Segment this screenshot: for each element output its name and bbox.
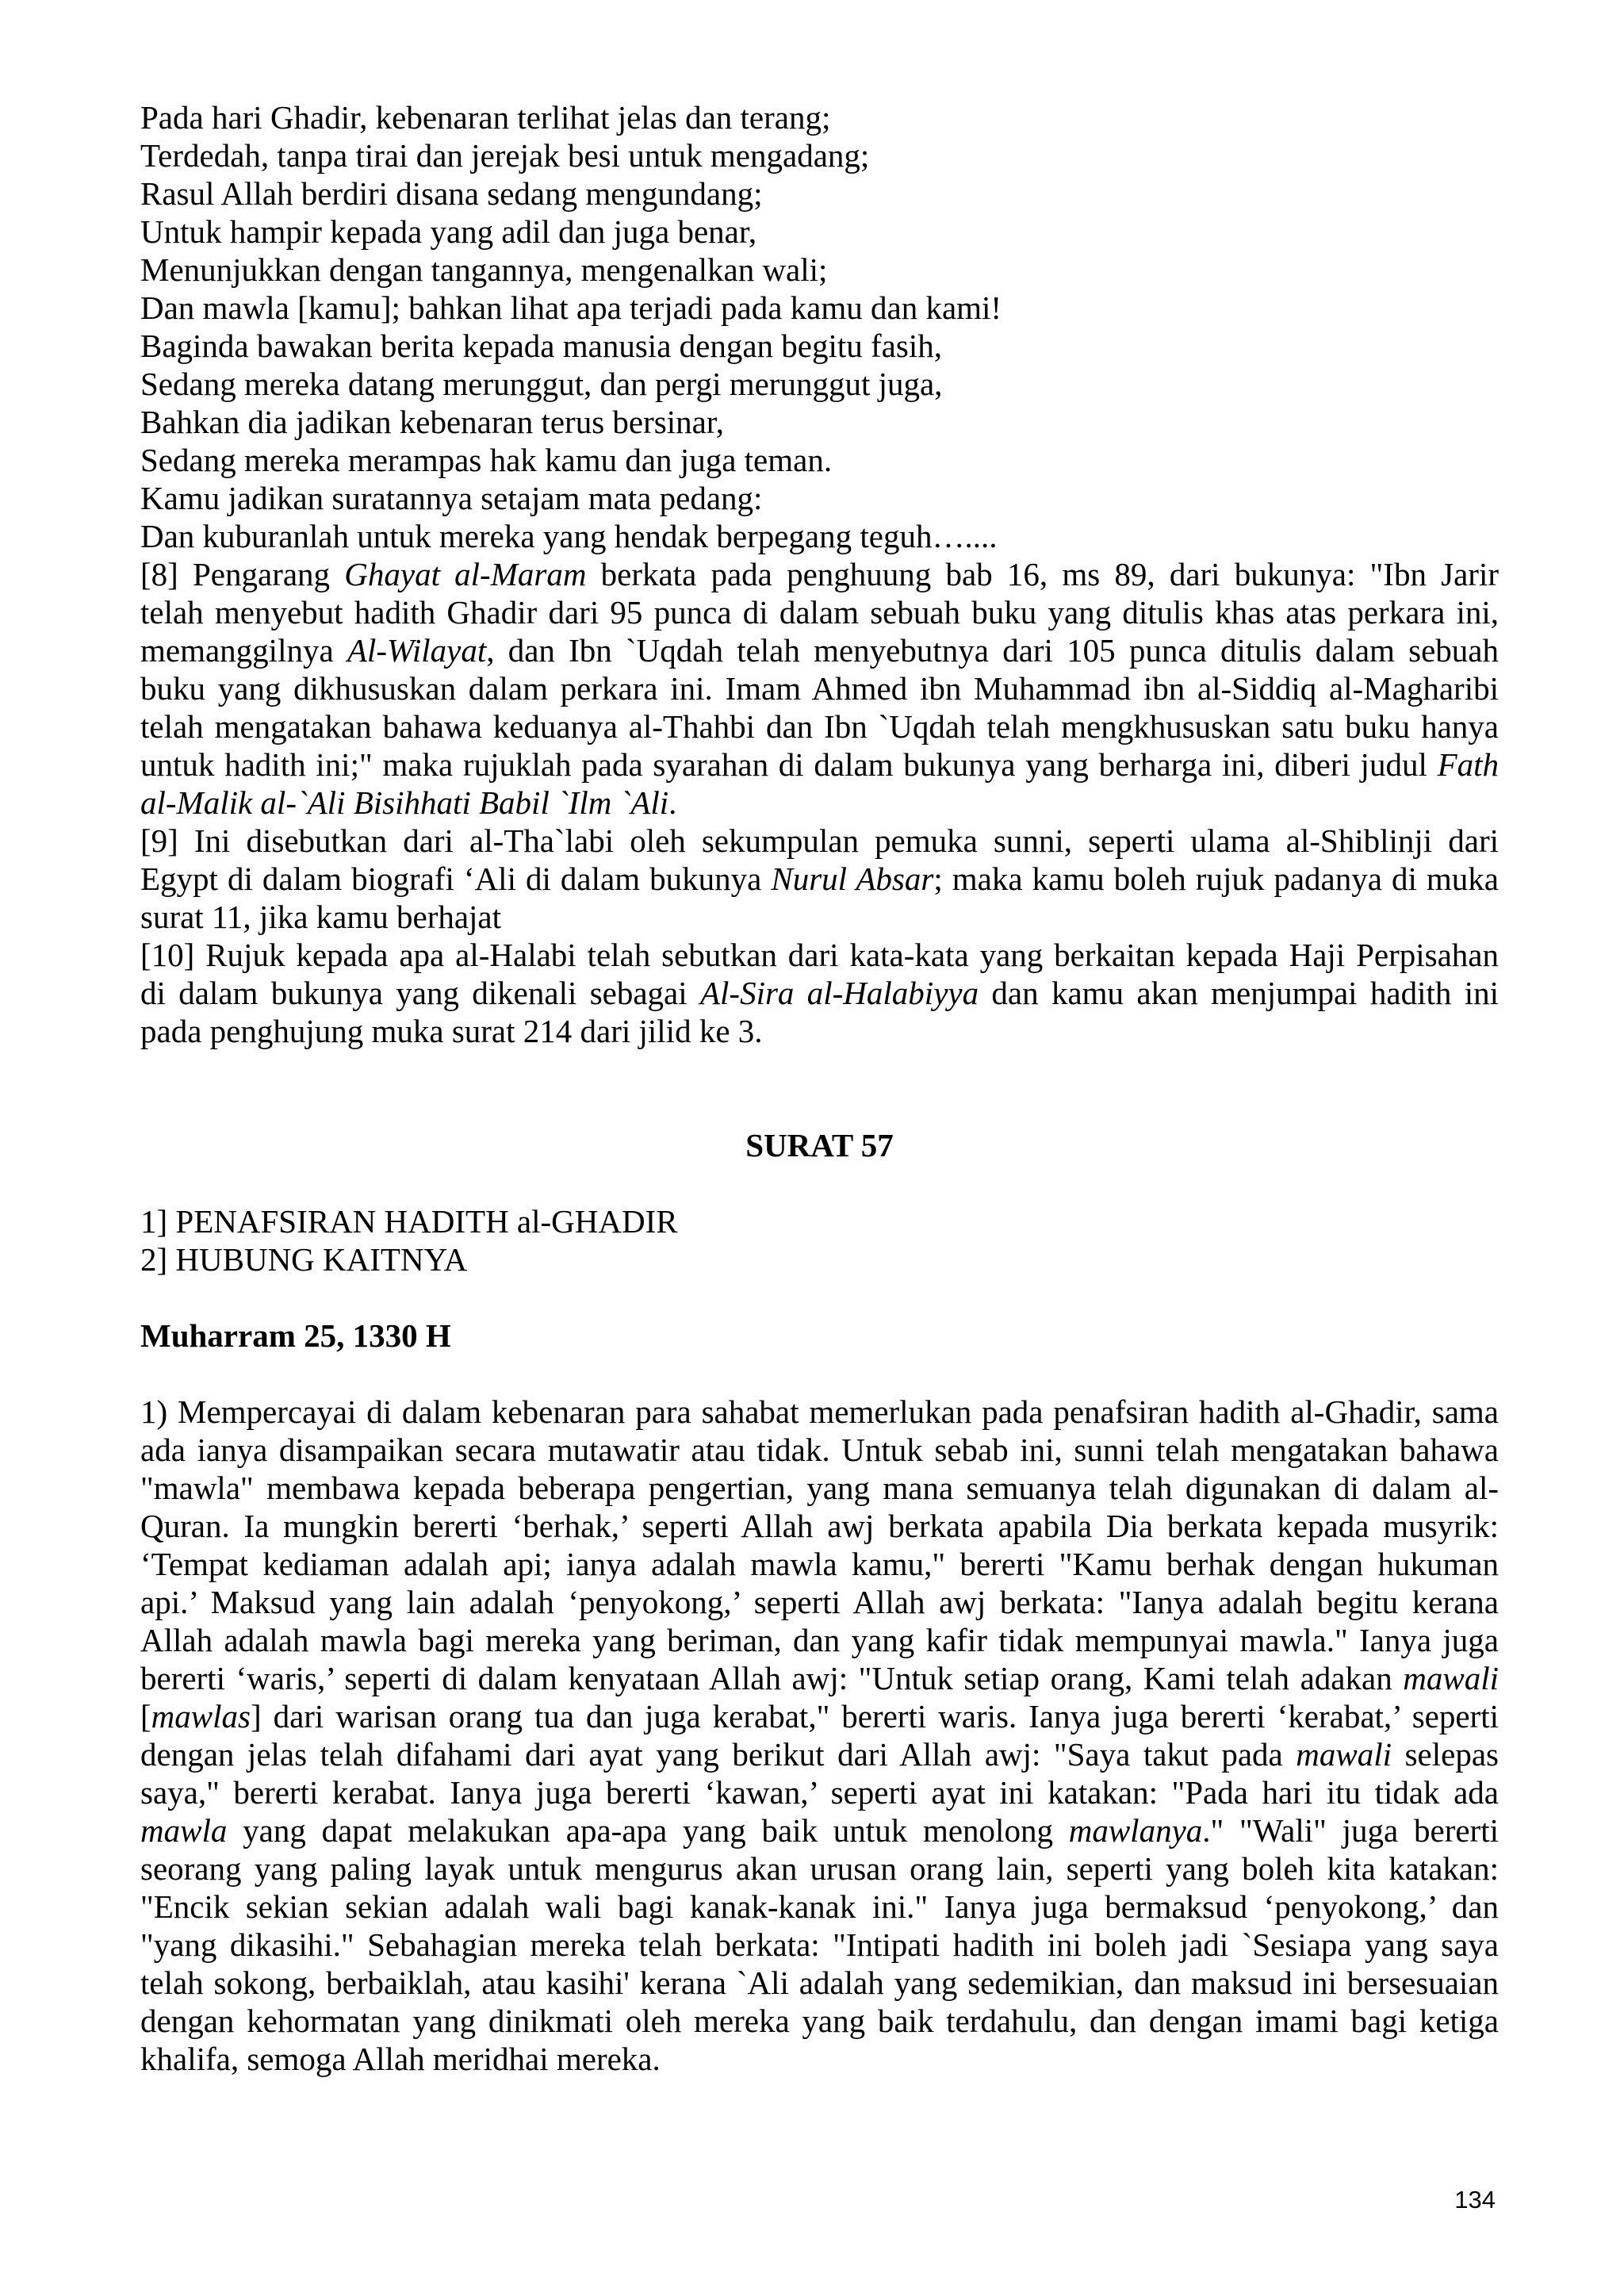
text-run: selepas (1392, 1736, 1499, 1773)
footnote-line (140, 631, 1499, 669)
text-run: telah menyebut hadith Ghadir dari 95 punca di dalam sebuah buku yang ditulis khas atas perkara ini, (140, 594, 1499, 631)
paragraph-line (140, 1431, 1499, 1469)
text-run: "mawla" membawa kepada beberapa pengertian, yang mana semuanya telah digunakan di dalam al- (140, 1470, 1499, 1506)
italic-text: mawali (1296, 1736, 1392, 1773)
text-run: Egypt di dalam biografi ‘Ali di dalam bukunya (140, 861, 772, 897)
text-run: dan kamu akan menjumpai hadith ini (979, 975, 1499, 1011)
verse-line: Rasul Allah berdiri disana sedang mengundang; (140, 175, 763, 212)
verse-line: Kamu jadikan suratannya setajam mata pedang: (140, 480, 763, 516)
topic-list (140, 1202, 1499, 1278)
text-run: ] dari warisan orang tua dan juga kerabat," bererti waris. Ianya juga bererti ‘kerabat,’ seperti (250, 1698, 1499, 1734)
text-run: [ (140, 1698, 151, 1734)
text-run: telah sokong, berbaiklah, atau kasihi' kerana `Ali adalah yang sedemikian, dan maksud ini bersesuaian (140, 1964, 1499, 2001)
footnote-line (140, 1012, 1499, 1050)
paragraph-line (140, 2040, 1499, 2078)
footnote-line (140, 669, 1499, 707)
paragraph-line (140, 2002, 1499, 2040)
footnote-10 (140, 936, 1499, 1050)
text-run: "Encik sekian sekian adalah wali bagi kanak-kanak ini." Ianya juga bermaksud ‘penyokong,’ dan (140, 1888, 1499, 1925)
footnote-line (140, 936, 1499, 974)
text-run: ‘Tempat kediaman adalah api; ianya adalah mawla kamu," bererti "Kamu berhak dengan hukuman (140, 1546, 1499, 1582)
paragraph-line (140, 1621, 1499, 1659)
paragraph-line (140, 1583, 1499, 1621)
text-run: di dalam bukunya yang dikenali sebagai (140, 975, 700, 1011)
topic-item: 2] HUBUNG KAITNYA (140, 1241, 468, 1278)
footnote-line (140, 860, 1499, 898)
paragraph-line (140, 1964, 1499, 2002)
paragraph-line (140, 1735, 1499, 1773)
paragraph-line (140, 1926, 1499, 1964)
text-run: ." "Wali" juga bererti (1202, 1812, 1499, 1849)
text-run: Quran. Ia mungkin bererti ‘berhak,’ seperti Allah awj berkata apabila Dia berkata kepada musyrik: (140, 1508, 1499, 1544)
italic-text: Fath (1437, 746, 1499, 783)
italic-text: Nurul Absar (771, 861, 934, 897)
text-run: ; maka kamu boleh rujuk padanya di muka (933, 861, 1499, 897)
text-run: "yang dikasihi." Sebahagian mereka telah berkata: "Intipati hadith ini boleh jadi `Sesiapa yang saya (140, 1926, 1499, 1963)
italic-text: mawla (140, 1812, 228, 1849)
page-text-column (140, 98, 1499, 2078)
text-run: 1) Mempercayai di dalam kebenaran para sahabat memerlukan pada penafsiran hadith al-Ghadir, sama (140, 1393, 1499, 1430)
text-run: bererti ‘waris,’ seperti di dalam kenyataan Allah awj: "Untuk setiap orang, Kami telah adakan (140, 1660, 1404, 1696)
italic-text: Ghayat al-Maram (344, 556, 587, 592)
verse-line: Pada hari Ghadir, kebenaran terlihat jelas dan terang; (140, 99, 831, 136)
text-run: seorang yang paling layak untuk mengurus akan urusan orang lain, seperti yang boleh kita katakan: (140, 1850, 1499, 1887)
footnote-line (140, 822, 1499, 860)
paragraph-line (140, 1659, 1499, 1697)
text-run: ada ianya disampaikan secara mutawatir atau tidak. Untuk sebab ini, sunni telah mengatakan bahawa (140, 1432, 1499, 1468)
verse-line: Baginda bawakan berita kepada manusia dengan begitu fasih, (140, 328, 942, 364)
italic-text: al-Malik al-`Ali Bisihhati Babil `Ilm `Ali (140, 784, 669, 821)
verse-line: Dan kuburanlah untuk mereka yang hendak berpegang teguh….... (140, 518, 998, 554)
paragraph-line (140, 1469, 1499, 1507)
verse-line: Menunjukkan dengan tangannya, mengenalkan wali; (140, 251, 828, 288)
italic-text: mawali (1403, 1660, 1499, 1696)
page-number: 134 (1454, 2186, 1496, 2214)
footnote-line (140, 746, 1499, 784)
text-run: Allah adalah mawla bagi mereka yang beriman, dan yang kafir tidak mempunyai mawla." Ianya juga (140, 1622, 1499, 1658)
text-run: api.’ Maksud yang lain adalah ‘penyokong,’ seperti Allah awj berkata: "Ianya adalah begitu kerana (140, 1584, 1499, 1620)
text-run: memanggilnya (140, 632, 347, 669)
footnote-line (140, 707, 1499, 746)
poem-verse (140, 98, 1499, 555)
footnote-8 (140, 555, 1499, 822)
text-run: dengan jelas telah difahami dari ayat yang berikut dari Allah awj: "Saya takut pada (140, 1736, 1297, 1773)
footnote-9 (140, 822, 1499, 936)
text-run: yang dapat melakukan apa-apa yang baik untuk menolong (227, 1812, 1069, 1849)
text-run: dengan kehormatan yang dinikmati oleh mereka yang baik terdahulu, dan dengan imami bagi ketiga (140, 2003, 1499, 2039)
footnote-line (140, 898, 1499, 936)
verse-line: Sedang mereka datang merunggut, dan pergi merunggut juga, (140, 366, 943, 402)
italic-text: mawlas (151, 1698, 251, 1734)
paragraph-line (140, 1849, 1499, 1888)
text-run: untuk hadith ini;" maka rujuklah pada syarahan di dalam bukunya yang berharga ini, diberi judul (140, 746, 1438, 783)
body-paragraph (140, 1393, 1499, 2078)
verse-line: Untuk hampir kepada yang adil dan juga benar, (140, 213, 757, 250)
text-run: [10] Rujuk kepada apa al-Halabi telah sebutkan dari kata-kata yang berkaitan kepada Haji Perpisahan (140, 937, 1499, 973)
verse-line: Terdedah, tanpa tirai dan jerejak besi untuk mengadang; (140, 137, 870, 174)
text-run: pada penghujung muka surat 214 dari jilid ke 3. (140, 1013, 763, 1049)
text-run: , dan Ibn `Uqdah telah menyebutnya dari 105 punca ditulis dalam sebuah (486, 632, 1499, 669)
paragraph-line (140, 1545, 1499, 1583)
paragraph-line (140, 1811, 1499, 1849)
text-run: . (668, 784, 677, 821)
verse-line: Bahkan dia jadikan kebenaran terus bersinar, (140, 404, 725, 440)
verse-line: Sedang mereka merampas hak kamu dan juga teman. (140, 442, 833, 478)
paragraph-line (140, 1773, 1499, 1811)
italic-text: Al-Sira al-Halabiyya (699, 975, 979, 1011)
italic-text: Al-Wilayat (347, 632, 487, 669)
paragraph-line (140, 1888, 1499, 1926)
letter-title: SURAT 57 (745, 1127, 894, 1163)
footnote-line (140, 555, 1499, 593)
text-run: surat 11, jika kamu berhajat (140, 899, 502, 935)
verse-line: Dan mawla [kamu]; bahkan lihat apa terjadi pada kamu dan kami! (140, 289, 1002, 326)
text-run: telah mengatakan bahawa keduanya al-Thahbi dan Ibn `Uqdah telah mengkhususkan satu buku hanya (140, 708, 1499, 745)
italic-text: mawlanya (1068, 1812, 1203, 1849)
footnote-line (140, 974, 1499, 1012)
footnote-line (140, 593, 1499, 631)
text-run: [8] Pengarang (140, 556, 345, 592)
letter-date: Muharram 25, 1330 H (140, 1317, 451, 1354)
text-run: saya," bererti kerabat. Ianya juga bererti ‘kawan,’ seperti ayat ini katakan: "Pada hari itu tidak ada (140, 1774, 1499, 1811)
text-run: [9] Ini disebutkan dari al-Tha`labi oleh sekumpulan pemuka sunni, seperti ulama al-Shiblinji dari (140, 822, 1499, 859)
text-run: buku yang dikhususkan dalam perkara ini. Imam Ahmed ibn Muhammad ibn al-Siddiq al-Magharibi (140, 670, 1499, 707)
footnote-line (140, 784, 1499, 822)
text-run: berkata pada penghuung bab 16, ms 89, dari bukunya: "Ibn Jarir (586, 556, 1499, 592)
paragraph-line (140, 1507, 1499, 1545)
paragraph-line (140, 1393, 1499, 1431)
topic-item: 1] PENAFSIRAN HADITH al-GHADIR (140, 1203, 678, 1240)
text-run: khalifa, semoga Allah meridhai mereka. (140, 2041, 661, 2077)
paragraph-line (140, 1697, 1499, 1735)
